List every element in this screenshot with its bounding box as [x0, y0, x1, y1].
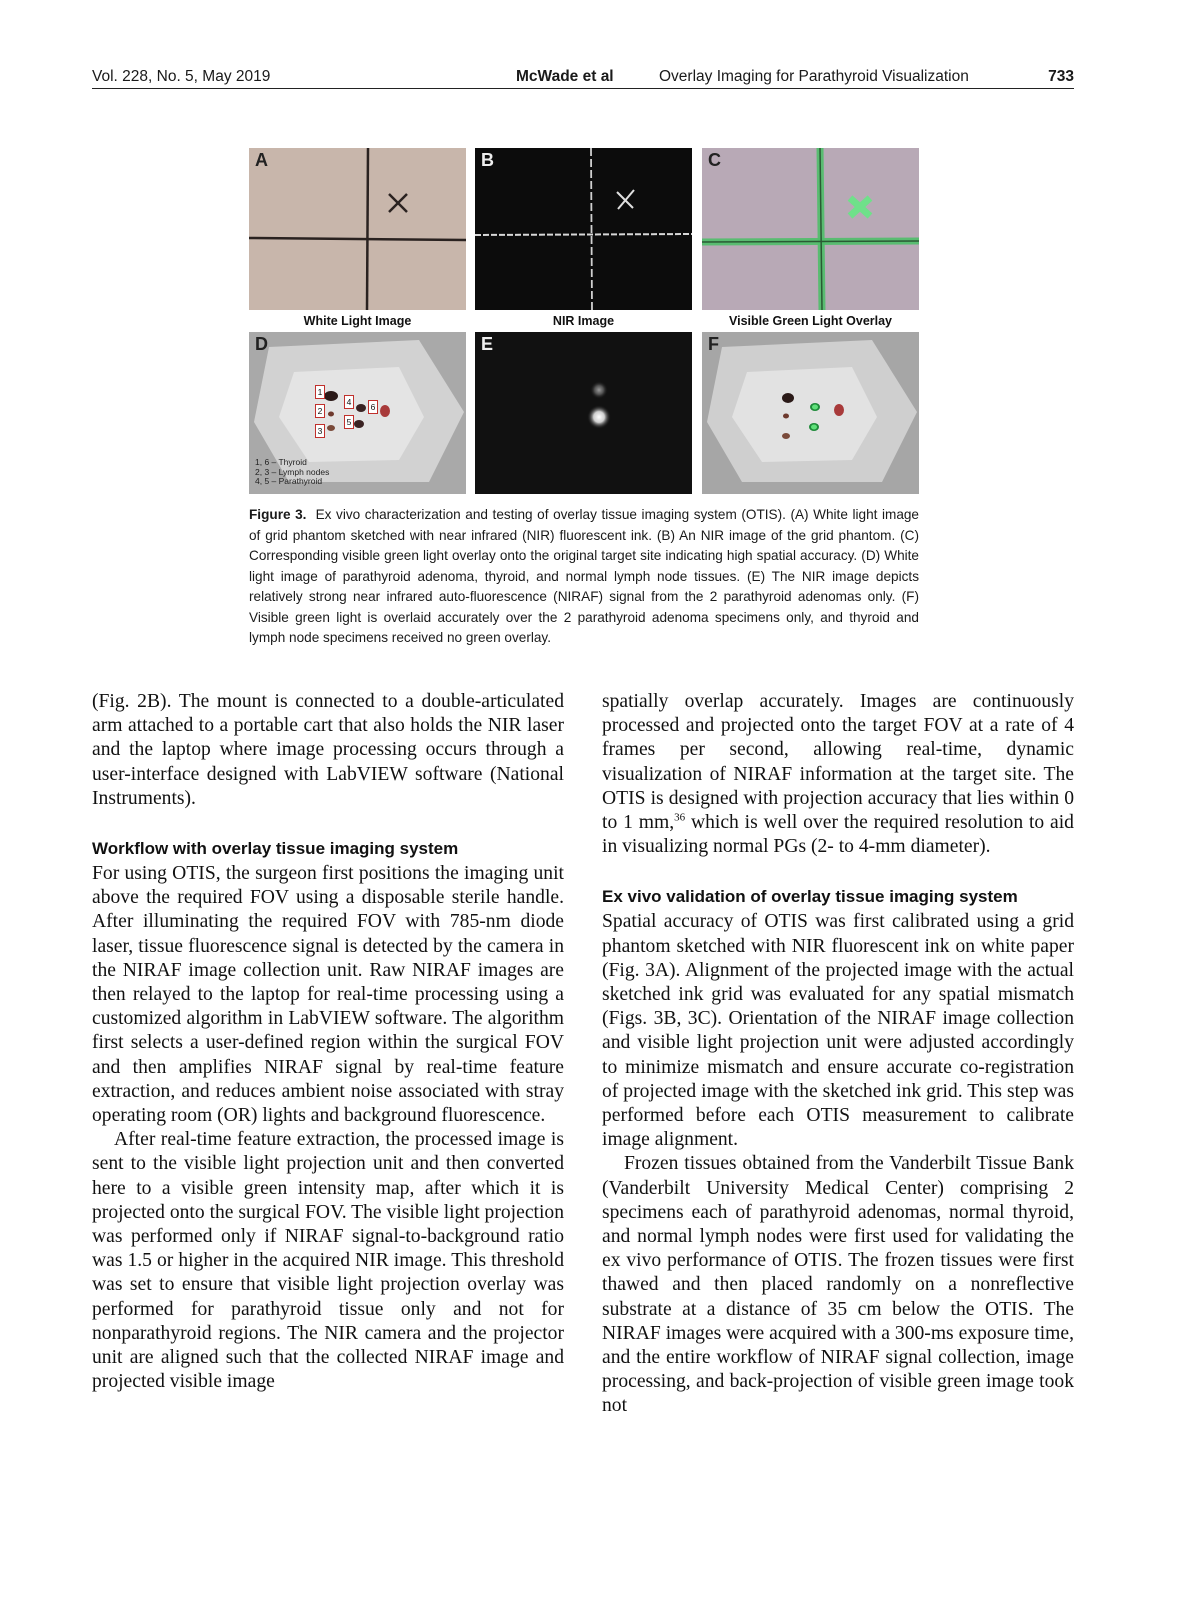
tissue-tag-4: 4	[344, 395, 354, 409]
panel-e-nir-tissue	[475, 332, 692, 494]
right-column	[602, 690, 1074, 1419]
panel-d-white-light-tissue	[249, 332, 466, 494]
paragraph: Spatial accuracy of OTIS was first calibrated using a grid phantom sketched with NIR fluorescent ink on white paper (Fig. 3A). Alignment of the projected image with the actual sketched ink grid was evaluated for any spatial mismatch (Figs. 3B, 3C). Orientation of the NIRAF image collection and visible light projection unit were adjusted accordingly to minimize mismatch and ensure accurate co-registration of projected image with the sketched ink grid. This step was performed before each OTIS measurement to calibrate image alignment.	[602, 911, 1074, 1151]
panel-label-b: B	[481, 150, 494, 170]
header-rule	[92, 88, 1074, 89]
figure-caption-label: Figure 3.	[249, 507, 307, 522]
running-authors: McWade et al	[516, 68, 614, 85]
left-column	[92, 690, 564, 1394]
paragraph: (Fig. 2B). The mount is connected to a double-articulated arm attached to a portable cart that also holds the NIR laser and the laptop where image processing occurs through a user-interface designed with LabVIEW software (National Instruments).	[92, 691, 564, 809]
caption-nir-image: NIR Image	[552, 314, 615, 328]
figure-caption-text: Ex vivo characterization and testing of overlay tissue imaging system (OTIS). (A) White light image of grid phantom sketched with near infrared (NIR) fluorescent ink. (B) An NIR image of the grid phantom. (C) Corresponding visible green light overlay onto the original target site indicating high spatial accuracy. (D) White light image of parathyroid adenoma, thyroid, and normal lymph node tissues. (E) The NIR image depicts relatively strong near infrared auto-fluorescence (NIRAF) signal from the 2 parathyroid adenomas only. (F) Visible green light is overlaid accurately over the 2 parathyroid adenoma specimens only, and thyroid and lymph node specimens received no green overlay.	[249, 507, 919, 645]
legend-lymph-nodes: 2, 3 – Lymph nodes	[255, 466, 330, 477]
tissue-tag-5: 5	[344, 415, 354, 429]
legend-thyroid: 1, 6 – Thyroid	[255, 457, 307, 467]
panel-b-nir-grid	[475, 148, 692, 310]
panel-label-f: F	[708, 334, 719, 354]
panel-label-d: D	[255, 334, 268, 354]
paragraph: After real-time feature extraction, the processed image is sent to the visible light projection unit and then converted here to a visible green intensity map, after which it is projected onto the surgical FOV. The visible light projection was performed only if NIRAF signal-to-background ratio was 1.5 or higher in the acquired NIR image. This threshold was set to ensure that visible light projection overlay was performed for parathyroid tissue only and not for nonparathyroid regions. The NIR camera and the projector unit are aligned such that the collected NIRAF image and projected visible image	[92, 1129, 564, 1393]
paragraph: Frozen tissues obtained from the Vanderbilt Tissue Bank (Vanderbilt University Medical Center) comprising 2 specimens each of parathyroid adenomas, normal thyroid, and normal lymph nodes were first used for validating the ex vivo performance of OTIS. The frozen tissues were first thawed and then placed randomly on a nonreflective substrate at a distance of 35 cm below the OTIS. The NIRAF images were acquired with a 300-ms exposure time, and the entire workflow of NIRAF signal collection, image processing, and back-projection of visible green image took not	[602, 1153, 1074, 1417]
tissue-tag-1: 1	[315, 385, 325, 399]
citation-ref: 36	[674, 811, 686, 824]
tissue-tag-6: 6	[368, 400, 378, 414]
caption-green-light-overlay: Visible Green Light Overlay	[728, 314, 893, 328]
figure-caption	[249, 505, 919, 649]
page-number: 733	[1048, 68, 1074, 85]
tissue-tag-3: 3	[315, 424, 325, 438]
tissue-tag-2: 2	[315, 404, 325, 418]
tissue-legend	[255, 458, 329, 487]
section-heading-workflow: Workflow with overlay tissue imaging system	[92, 839, 459, 859]
panel-f-green-overlay-tissue	[702, 332, 919, 494]
section-heading-ex-vivo: Ex vivo validation of overlay tissue imaging system	[602, 887, 1018, 907]
paragraph	[602, 690, 1074, 859]
paragraph-text: spatially overlap accurately. Images are continuously processed and projected onto the target FOV at a rate of 4 frames per second, allowing real-time, dynamic visualization of NIRAF information at the target site. The OTIS is designed with projection accuracy that lies within 0 to 1 mm,	[602, 691, 1074, 834]
paragraph-text: which is well over the required resolution to aid in visualizing normal PGs (2- to 4-mm diameter).	[602, 812, 1074, 858]
running-title: Overlay Imaging for Parathyroid Visualization	[659, 68, 969, 85]
panel-label-a: A	[255, 150, 268, 170]
panel-label-c: C	[708, 150, 721, 170]
journal-citation: Vol. 228, No. 5, May 2019	[92, 68, 271, 85]
panel-a-white-light-grid	[249, 148, 466, 310]
legend-parathyroid: 4, 5 – Parathyroid	[255, 476, 323, 486]
caption-white-light-image: White Light Image	[303, 314, 412, 328]
panel-c-green-overlay-grid	[702, 148, 919, 310]
paragraph: For using OTIS, the surgeon first positions the imaging unit above the required FOV using a disposable sterile handle. After illuminating the required FOV with 785-nm diode laser, tissue fluorescence signal is detected by the camera in the NIRAF image collection unit. Raw NIRAF images are then relayed to the laptop for real-time processing using a customized algorithm in LabVIEW software. The algorithm first selects a user-defined region within the surgical FOV and then amplifies NIRAF signal by real-time feature extraction, and reduces ambient noise associated with stray operating room (OR) lights and background fluorescence.	[92, 863, 564, 1127]
panel-label-e: E	[481, 334, 494, 354]
